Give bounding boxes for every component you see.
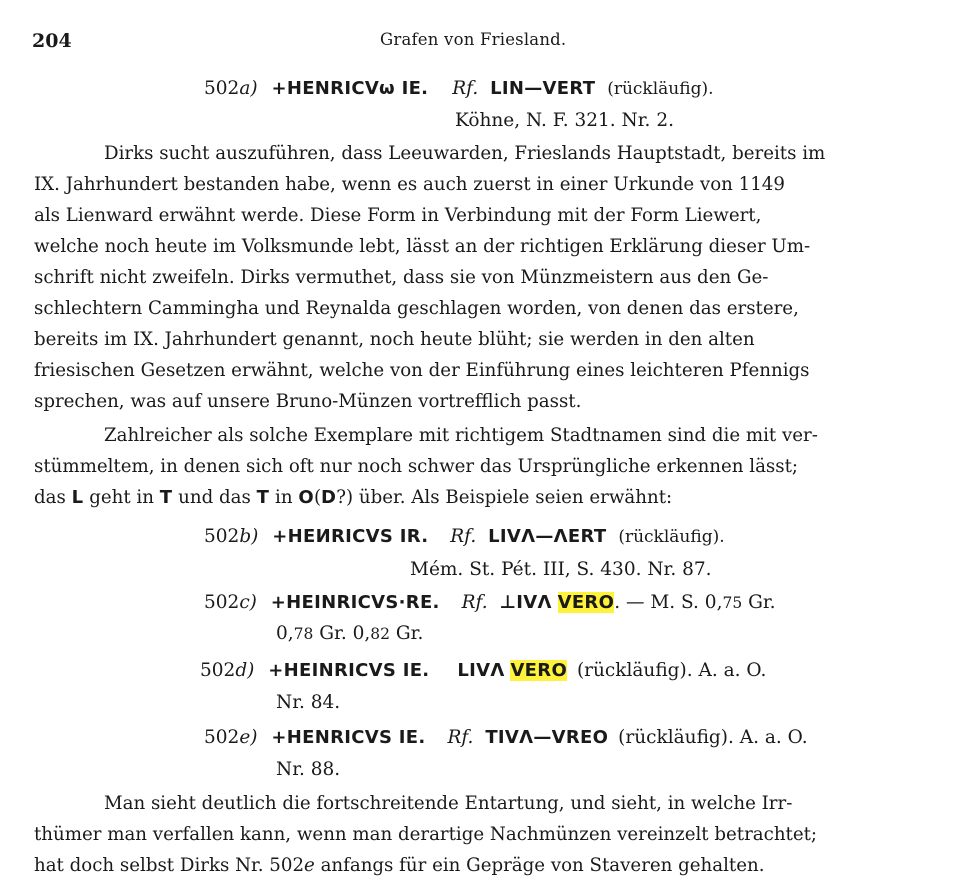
entry-502e: [204, 727, 808, 748]
entry-502b-reference: Mém. St. Pét. III, S. 430. Nr. 87.: [410, 559, 712, 580]
running-title: Grafen von Friesland.: [380, 30, 567, 49]
entry-502c: 502c) +HEINRICVS·RE. Rf. ⊥IVΛ VERO. — M. S. 0,75 Gr.: [204, 592, 776, 613]
paragraph-2: [34, 420, 912, 513]
coin-legend: +HEИRICVS IR.: [272, 526, 429, 547]
coin-legend: +HENRICVS IE.: [271, 727, 426, 748]
page-number: 204: [32, 30, 72, 52]
weight-value: 82: [370, 625, 391, 643]
letter-T: T: [256, 487, 270, 508]
entry-note: . — M. S. 0,: [614, 592, 723, 613]
letter-T: T: [159, 487, 173, 508]
coin-reverse: LIVΛ: [457, 660, 505, 681]
coin-reverse: LIN—VERT: [490, 78, 596, 99]
entry-502d-reference: Nr. 84.: [276, 692, 341, 713]
entry-502e-reference: Nr. 88.: [276, 759, 341, 780]
text-line: Man sieht deutlich die fortschreitende Entartung, und sieht, in welche Irr-: [104, 793, 793, 814]
coin-reverse: TIVΛ—VREO: [485, 727, 609, 748]
letter-O: O: [298, 487, 314, 508]
entry-letter: a): [239, 78, 258, 99]
coin-legend: +HENRICVω IE.: [271, 78, 429, 99]
coin-reverse: LIVΛ—ΛERT: [488, 526, 607, 547]
text-line: IX. Jahrhundert bestanden habe, wenn es auch zuerst in einer Urkunde von 1149: [34, 174, 785, 195]
text-line: schrift nicht zweifeln. Dirks vermuthet, dass sie von Münzmeistern aus den Ge-: [34, 267, 769, 288]
text-line-mixed: das L geht in T und das T in O(D?) über. Als Beispiele seien erwähnt:: [34, 487, 673, 508]
paragraph-3: [34, 788, 912, 881]
entry-502a: [204, 78, 714, 99]
text-line-mixed: hat doch selbst Dirks Nr. 502e anfangs für ein Gepräge von Staveren gehalten.: [34, 855, 765, 876]
reverse-abbrev: Rf.: [447, 727, 474, 748]
entry-number: 502: [204, 526, 240, 547]
entry-502d: [200, 660, 766, 681]
entry-note: (rückläufig). A. a. O.: [576, 660, 767, 681]
entry-note: (rückläufig).: [607, 79, 714, 99]
weight-value: 78: [293, 625, 314, 643]
entry-number: 502: [200, 660, 236, 681]
entry-letter: e): [239, 727, 258, 748]
text-line: schlechtern Cammingha und Reynalda geschlagen worden, von denen das erstere,: [34, 298, 799, 319]
entry-502a-reference: Köhne, N. F. 321. Nr. 2.: [455, 110, 674, 131]
text-line: sprechen, was auf unsere Bruno-Münzen vortrefflich passt.: [34, 391, 582, 412]
letter-D: D: [321, 487, 337, 508]
entry-letter: b): [239, 526, 259, 547]
entry-number: 502: [204, 592, 240, 613]
entry-note: (rückläufig). A. a. O.: [618, 727, 808, 748]
entry-502c-weights: 0,78 Gr. 0,82 Gr.: [276, 623, 424, 644]
text-line: welche noch heute im Volksmunde lebt, lässt an der richtigen Erklärung dieser Um-: [34, 236, 811, 257]
text-line: als Lienward erwähnt werde. Diese Form in Verbindung mit der Form Liewert,: [34, 205, 762, 226]
text-line: Zahlreicher als solche Exemplare mit richtigem Stadtnamen sind die mit ver-: [104, 425, 818, 446]
highlighted-reverse: VERO: [557, 592, 615, 613]
text-line: friesischen Gesetzen erwähnt, welche von der Einführung eines leichteren Pfennigs: [34, 360, 810, 381]
entry-letter: d): [235, 660, 255, 681]
coin-legend: +HEINRICVS·RE.: [270, 592, 440, 613]
weight-value: 75: [722, 594, 743, 612]
reverse-abbrev: Rf.: [452, 78, 479, 99]
reverse-abbrev: Rf.: [450, 526, 477, 547]
text-line: Dirks sucht auszuführen, dass Leeuwarden, Frieslands Hauptstadt, bereits im: [104, 143, 826, 164]
letter-L: L: [71, 487, 84, 508]
entry-note: (rückläufig).: [618, 527, 725, 547]
text-line: bereits im IX. Jahrhundert genannt, noch heute blüht; sie werden in den alten: [34, 329, 755, 350]
entry-502b: [204, 526, 725, 547]
paragraph-1: [34, 138, 912, 417]
reverse-abbrev: Rf.: [461, 592, 488, 613]
entry-letter: c): [239, 592, 257, 613]
text-line: stümmeltem, in denen sich oft nur noch schwer das Ursprüngliche erkennen lässt;: [34, 456, 799, 477]
text-line: thümer man verfallen kann, wenn man derartige Nachmünzen vereinzelt betrachtet;: [34, 824, 818, 845]
coin-legend: +HEINRICVS IE.: [268, 660, 430, 681]
entry-number: 502: [204, 78, 240, 99]
entry-number: 502: [204, 727, 240, 748]
coin-reverse: ⊥IVΛ: [499, 592, 552, 613]
highlighted-reverse: VERO: [510, 660, 568, 681]
